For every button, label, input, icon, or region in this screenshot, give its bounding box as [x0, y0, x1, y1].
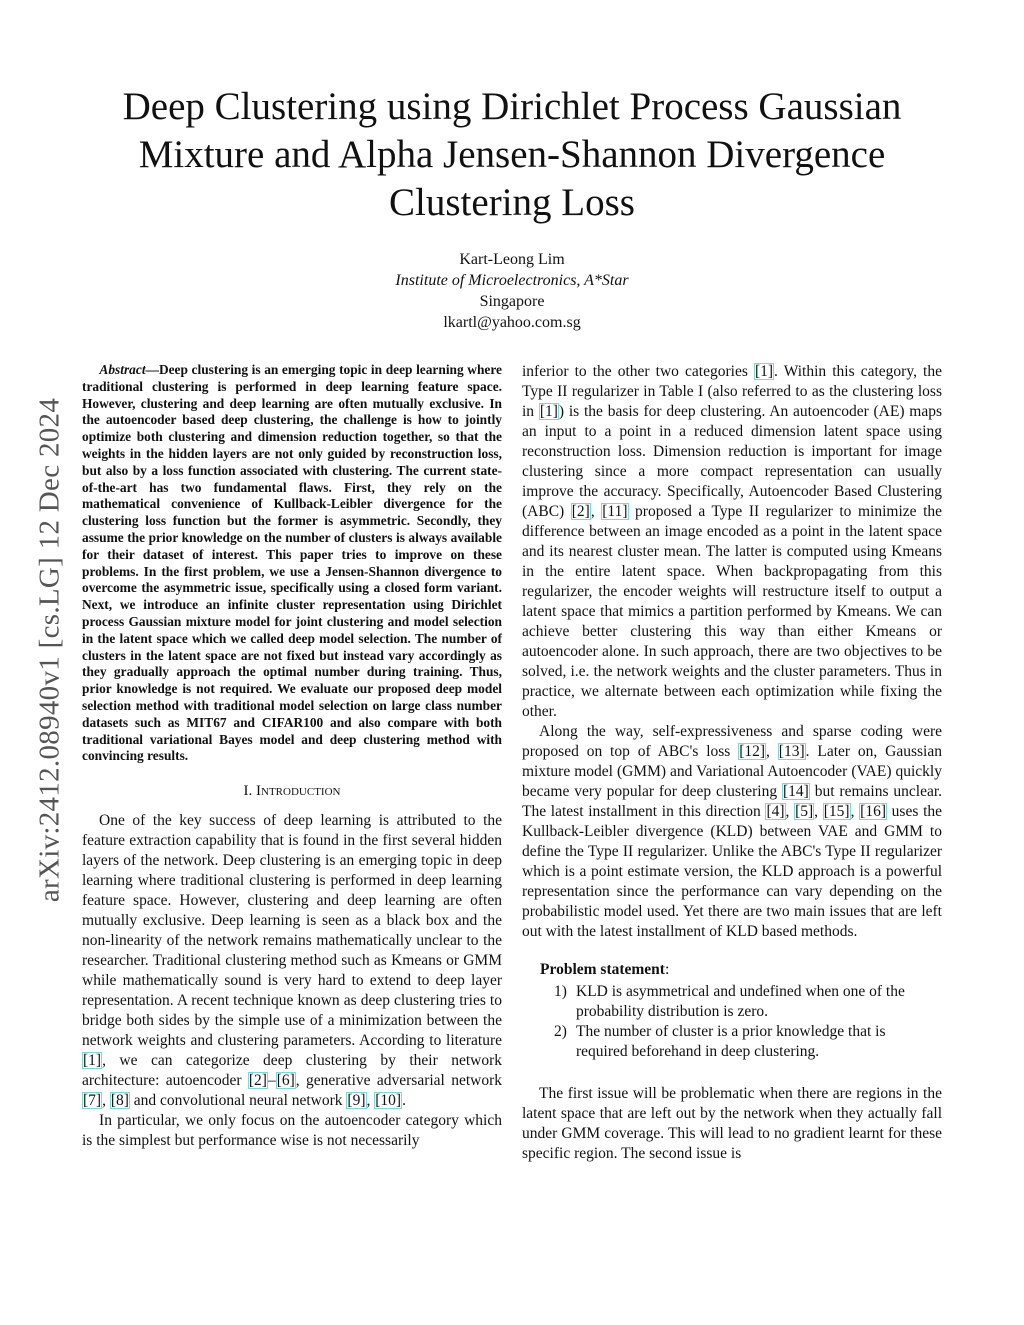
- text-run: , we can categorize deep clustering by their network architecture: autoencoder: [82, 1052, 502, 1090]
- text-run: –: [267, 1072, 276, 1090]
- intro-paragraph-1: [82, 811, 502, 1111]
- author-email: lkartl@yahoo.com.sg: [443, 314, 581, 331]
- list-item-number: 1): [554, 983, 567, 1000]
- text-run: ) is the basis for deep clustering. An autoencoder (AE) maps an input to a point in a reduced dimension latent space using reconstruction loss. Dimension reduction is important for image clustering since a more compact representation can usually improve the accuracy. Specifically, Autoencoder Based Clustering (ABC): [522, 403, 942, 520]
- citation-link[interactable]: [2]: [571, 503, 590, 520]
- text-run: One of the key success of deep learning is attributed to the feature extraction capability that is found in the first several hidden layers of the network. Deep clustering is an emerging topic in deep learning where traditional clustering is performed in deep learning feature space. However, clustering and deep learning are often mutually exclusive. Deep learning is seen as a black box and the non-linearity of the network remains mathematically unclear to the researcher. Traditional clustering method such as Kmeans or GMM while mathematically sound is very hard to extend to deep layer representation. A recent technique known as deep clustering tries to bridge both sides by the simple use of a minimization between the network weights and clustering parameters. According to literature: [82, 812, 502, 1050]
- citation-link[interactable]: [10]: [375, 1092, 402, 1110]
- problem-list: [540, 982, 942, 1062]
- section-heading-introduction: I. Introduction: [243, 783, 341, 800]
- author-location: Singapore: [479, 293, 545, 310]
- citation-link[interactable]: [11]: [602, 503, 628, 520]
- right-paragraph-3: The first issue will be problematic when there are regions in the latent space that are left out by the network when they actually fall under GMM coverage. This will lead to no gradient learnt for these specific region. The second issue is: [522, 1085, 942, 1162]
- problem-statement-title: Problem statement: [540, 961, 665, 978]
- author-name: Kart-Leong Lim: [459, 251, 565, 268]
- citation-link[interactable]: [1]: [83, 1052, 102, 1070]
- text-run: uses the Kullback-Leibler divergence (KLD) between VAE and GMM to define the Type II regularizer. Unlike the ABC's Type II regularizer which is a point estimate version, the KLD approach is a powerful representation since the performance can vary depending on the probabilistic model used. Yet there are two main issues that are left out with the latest installment of KLD based methods.: [522, 803, 943, 940]
- citation-link[interactable]: [16]: [860, 803, 886, 820]
- list-item-text: KLD is asymmetrical and undefined when one of the probability distribution is zero.: [576, 983, 905, 1020]
- text-run: Along the way, self-expressiveness and sparse coding were proposed on top of ABC's loss: [522, 723, 942, 760]
- text-run: . Later on, Gaussian mixture model (GMM) and Variational Autoencoder (VAE) quickly became very popular for deep clustering: [522, 743, 942, 800]
- citation-link[interactable]: [15]: [823, 803, 850, 820]
- abstract-label: Abstract: [99, 362, 146, 377]
- list-item: [540, 1022, 942, 1062]
- citation-link[interactable]: [8]: [110, 1092, 129, 1110]
- abstract-text: —Deep clustering is an emerging topic in deep learning where traditional clustering is performed in deep learning feature space. However, clustering and deep learning are often mutually exclusive. In the autoencoder based deep clustering, the challenge is how to jointly optimize both clustering and dimension reduction together, so that the weights in the hidden layers are not only guided by reconstruction loss, but also by a loss function associated with clustering. The current state-of-the-art has two fundamental flaws. First, they rely on the mathematical convenience of Kullback-Leibler divergence for the clustering loss function but the former is asymmetric. Secondly, they assume the prior knowledge on the number of clusters is always available for their dataset of interest. This paper tries to improve on these problems. In the first problem, we use a Jensen-Shannon divergence to overcome the asymmetric issue, specifically using a closed form variant. Next, we introduce an infinite cluster representation using Dirichlet process Gaussian mixture model for joint clustering and model selection in the latent space which we called deep model selection. The number of clusters in the latent space are not fixed but instead vary accordingly as they gradually approach the optimal number during training. Thus, prior knowledge is not required. We evaluate our proposed deep model selection method with traditional model selection on large class number datasets such as MIT67 and CIFAR100 and also compare with both traditional variational Bayes model and deep clustering method with convincing results.: [82, 362, 502, 764]
- problem-statement-heading: [540, 960, 942, 980]
- right-paragraph-1: [522, 362, 942, 722]
- citation-link[interactable]: [2]: [248, 1072, 267, 1090]
- citation-link[interactable]: [7]: [83, 1092, 102, 1110]
- text-run: , generative adversarial network: [295, 1072, 502, 1090]
- text-run: ,: [590, 503, 602, 520]
- left-column: [82, 362, 502, 1151]
- citation-link[interactable]: [6]: [276, 1072, 295, 1090]
- text-run: ,: [785, 803, 795, 820]
- citation-link[interactable]: [4]: [766, 803, 785, 820]
- paper-title: Deep Clustering using Dirichlet Process Gaussian Mixture and Alpha Jensen-Shannon Divergence Clustering Loss: [122, 85, 902, 224]
- text-run: .: [402, 1092, 406, 1110]
- citation-link[interactable]: [1]: [539, 403, 558, 420]
- citation-link[interactable]: [5]: [795, 803, 814, 820]
- problem-statement-colon: :: [664, 961, 670, 978]
- text-run: . Within this category, the Type II regularizer in Table I (also referred to as the clustering loss in: [522, 363, 942, 420]
- text-run: ,: [366, 1092, 375, 1110]
- text-run: proposed a Type II regularizer to minimize the difference between an image encoded as a point in the latent space and its nearest cluster mean. The latter is computed using Kmeans in the entire latent space. When backpropagating from this regularizer, the encoder weights will restructure itself to output a latent space that mimics a partition performed by Kmeans. We can achieve better clustering this way than either Kmeans or autoencoder alone. In such approach, there are two objectives to be solved, i.e. the network weights and the cluster parameters. Thus in practice, we alternate between each optimization while fixing the other.: [522, 503, 942, 720]
- author-affiliation: Institute of Microelectronics, A*Star: [395, 272, 629, 289]
- abstract: [82, 362, 502, 765]
- right-paragraph-2: [522, 722, 942, 942]
- intro-paragraph-2: In particular, we only focus on the autoencoder category which is the simplest but performance wise is not necessarily: [82, 1112, 502, 1150]
- text-run: ,: [850, 803, 860, 820]
- citation-link[interactable]: [14]: [783, 783, 809, 800]
- problem-statement: [522, 960, 942, 1062]
- text-run: ,: [766, 743, 778, 760]
- text-run: ,: [814, 803, 823, 820]
- citation-link[interactable]: [13]: [778, 743, 805, 760]
- text-run: inferior to the other two categories: [522, 363, 754, 380]
- list-item-number: 2): [554, 1023, 567, 1040]
- citation-link[interactable]: [1]: [754, 363, 774, 380]
- list-item: [540, 982, 942, 1022]
- list-item-text: The number of cluster is a prior knowledge that is required beforehand in deep clustering.: [576, 1023, 886, 1060]
- citation-link[interactable]: [12]: [739, 743, 766, 760]
- citation-link[interactable]: [9]: [347, 1092, 366, 1110]
- arxiv-identifier: arXiv:2412.08940v1 [cs.LG] 12 Dec 2024: [33, 397, 66, 903]
- author-block: [0, 249, 1024, 333]
- text-run: ,: [102, 1092, 110, 1110]
- text-run: but remains unclear. The latest installment in this direction: [522, 783, 943, 820]
- text-run: and convolutional neural network: [129, 1092, 347, 1110]
- right-column: [522, 362, 942, 1164]
